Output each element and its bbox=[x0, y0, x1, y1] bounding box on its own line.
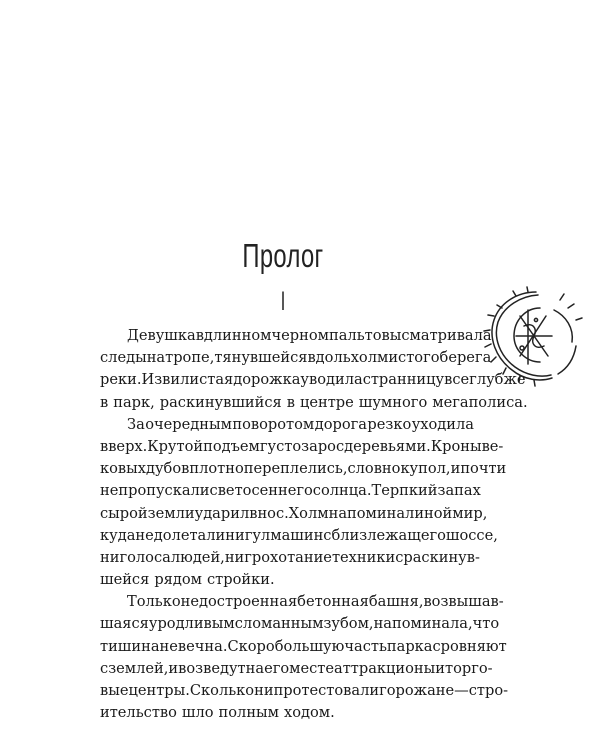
word: осеннего bbox=[242, 482, 313, 500]
word: очередным bbox=[145, 415, 232, 433]
word: долетали bbox=[153, 526, 226, 544]
word: рядом bbox=[154, 571, 202, 589]
word: протестовали bbox=[273, 682, 380, 699]
word: зарос bbox=[301, 437, 345, 455]
text-line bbox=[100, 480, 481, 502]
word: в bbox=[286, 393, 295, 411]
body-text bbox=[100, 325, 528, 724]
word: стро- bbox=[468, 682, 509, 699]
word: шоссе, bbox=[445, 526, 498, 544]
word: большую bbox=[274, 637, 345, 655]
word: Только bbox=[127, 593, 181, 611]
word: грохотание bbox=[244, 548, 332, 566]
word: следы bbox=[100, 349, 147, 367]
word: недостроенная bbox=[180, 593, 298, 611]
word: на bbox=[146, 349, 166, 367]
text-line bbox=[100, 658, 493, 680]
word: ве- bbox=[481, 437, 504, 455]
word: в bbox=[100, 393, 109, 411]
word: Скоро bbox=[227, 637, 275, 655]
word: пропускали bbox=[118, 482, 210, 500]
word: почти bbox=[460, 460, 507, 478]
text-line bbox=[100, 547, 480, 569]
word: мир, bbox=[452, 504, 488, 522]
word: Крутой bbox=[147, 437, 204, 455]
word: поворотом bbox=[232, 415, 315, 433]
word: куда bbox=[100, 526, 136, 544]
word: дорожка bbox=[233, 371, 301, 389]
text-line bbox=[100, 369, 526, 391]
word: Извилистая bbox=[141, 371, 234, 389]
word: в bbox=[249, 504, 258, 522]
word: солнца. bbox=[312, 482, 372, 500]
word: За bbox=[127, 415, 145, 433]
word: раскинув- bbox=[403, 548, 480, 566]
word: резко bbox=[367, 415, 412, 433]
word: шейся bbox=[100, 571, 150, 589]
word: уводила bbox=[300, 371, 363, 389]
word: полным bbox=[218, 704, 280, 722]
word: машин bbox=[270, 526, 324, 544]
word: центре bbox=[299, 393, 354, 411]
text-line bbox=[100, 392, 528, 414]
text-line bbox=[100, 569, 474, 591]
word: ительство bbox=[100, 704, 177, 722]
word: ходом. bbox=[284, 704, 335, 722]
word: ни bbox=[224, 548, 245, 566]
word: Девушка bbox=[127, 327, 196, 344]
word: напоминал bbox=[328, 504, 415, 522]
word: напоминала, bbox=[373, 615, 473, 633]
word: людей, bbox=[170, 548, 225, 566]
word: зубом, bbox=[323, 615, 374, 633]
word: Кроны bbox=[430, 437, 482, 455]
section-number: I bbox=[280, 286, 286, 316]
word: деревьями. bbox=[344, 437, 431, 455]
text-line bbox=[100, 503, 488, 525]
word: высматривала bbox=[381, 327, 492, 344]
word: Терпкий bbox=[371, 482, 438, 500]
word: дубов bbox=[145, 460, 190, 478]
word: иной bbox=[414, 504, 453, 522]
word: вдоль bbox=[307, 349, 351, 367]
word: с bbox=[100, 659, 109, 677]
text-line bbox=[100, 680, 509, 702]
word: купол, bbox=[400, 460, 451, 478]
word: вверх. bbox=[100, 437, 148, 455]
word: возвышав- bbox=[423, 593, 504, 611]
word: длинном bbox=[203, 327, 272, 344]
word: и bbox=[435, 659, 446, 677]
word: близлежащего bbox=[331, 526, 446, 544]
word: аттракционы bbox=[334, 659, 436, 677]
word: шаяся bbox=[100, 615, 149, 633]
word: башня, bbox=[368, 593, 424, 611]
word: все bbox=[444, 371, 470, 389]
word: запах bbox=[437, 482, 481, 500]
word: берега bbox=[439, 349, 492, 367]
word: шумного bbox=[358, 393, 428, 411]
text-line bbox=[100, 414, 474, 436]
word: густо bbox=[259, 437, 302, 455]
word: стройки. bbox=[207, 571, 275, 589]
occult-seal-icon bbox=[476, 286, 600, 388]
word: ковых bbox=[100, 460, 146, 478]
chapter-title: Пролог bbox=[242, 237, 324, 274]
word: странницу bbox=[362, 371, 445, 389]
word: бетонная bbox=[297, 593, 369, 611]
word: голоса bbox=[119, 548, 171, 566]
text-line bbox=[100, 613, 500, 635]
word: сровняют bbox=[432, 637, 507, 655]
word: раскинувшийся bbox=[159, 393, 282, 411]
word: уходила bbox=[411, 415, 474, 433]
word: шло bbox=[181, 704, 214, 722]
word: торго- bbox=[445, 659, 493, 677]
word: — bbox=[454, 682, 469, 699]
text-line bbox=[100, 436, 504, 458]
word: тянувшейся bbox=[214, 349, 308, 367]
word: и bbox=[168, 659, 179, 677]
word: пальто bbox=[329, 327, 382, 344]
word: парка bbox=[386, 637, 433, 655]
word: уродливым bbox=[148, 615, 235, 633]
word: нос. bbox=[257, 504, 289, 522]
word: землей, bbox=[108, 659, 169, 677]
word: гул bbox=[244, 526, 271, 544]
text-line bbox=[100, 525, 498, 547]
word: сломанным bbox=[234, 615, 324, 633]
word: не bbox=[135, 526, 154, 544]
word: с bbox=[395, 548, 404, 566]
word: дорога bbox=[314, 415, 367, 433]
word: переплелись, bbox=[243, 460, 348, 478]
word: не bbox=[159, 637, 178, 655]
word: парк, bbox=[113, 393, 155, 411]
word: словно bbox=[347, 460, 401, 478]
word: реки. bbox=[100, 371, 142, 389]
word: техники bbox=[331, 548, 396, 566]
word: горожане bbox=[379, 682, 455, 699]
word: тишина bbox=[100, 637, 160, 655]
word: холмистого bbox=[350, 349, 440, 367]
word: с bbox=[323, 526, 332, 544]
word: сырой bbox=[100, 504, 148, 522]
word: черном bbox=[271, 327, 329, 344]
word: плотно bbox=[189, 460, 244, 478]
word: возведут bbox=[178, 659, 246, 677]
word: тропе, bbox=[165, 349, 215, 367]
text-line bbox=[100, 347, 492, 369]
word: ударил bbox=[194, 504, 250, 522]
word: мегаполиса. bbox=[432, 393, 528, 411]
word: на bbox=[245, 659, 265, 677]
word: в bbox=[195, 327, 204, 344]
word: Холм bbox=[288, 504, 329, 522]
word: месте bbox=[289, 659, 335, 677]
word: глубже bbox=[469, 371, 526, 389]
word: земли bbox=[147, 504, 195, 522]
word: вые bbox=[100, 682, 129, 699]
text-line bbox=[100, 591, 504, 613]
word: что bbox=[472, 615, 500, 633]
word: подъем bbox=[203, 437, 260, 455]
word: свет bbox=[209, 482, 243, 500]
word: ни bbox=[100, 548, 120, 566]
word: центры. bbox=[128, 682, 190, 699]
word: часть bbox=[344, 637, 387, 655]
text-line bbox=[100, 702, 474, 724]
text-line bbox=[100, 325, 492, 347]
text-line bbox=[100, 458, 507, 480]
text-line bbox=[100, 636, 507, 658]
word: ни bbox=[254, 682, 274, 699]
word: Сколько bbox=[189, 682, 255, 699]
word: не bbox=[100, 482, 119, 500]
word: и bbox=[450, 460, 461, 478]
word: вечна. bbox=[177, 637, 228, 655]
word: ни bbox=[225, 526, 245, 544]
word: его bbox=[264, 659, 290, 677]
